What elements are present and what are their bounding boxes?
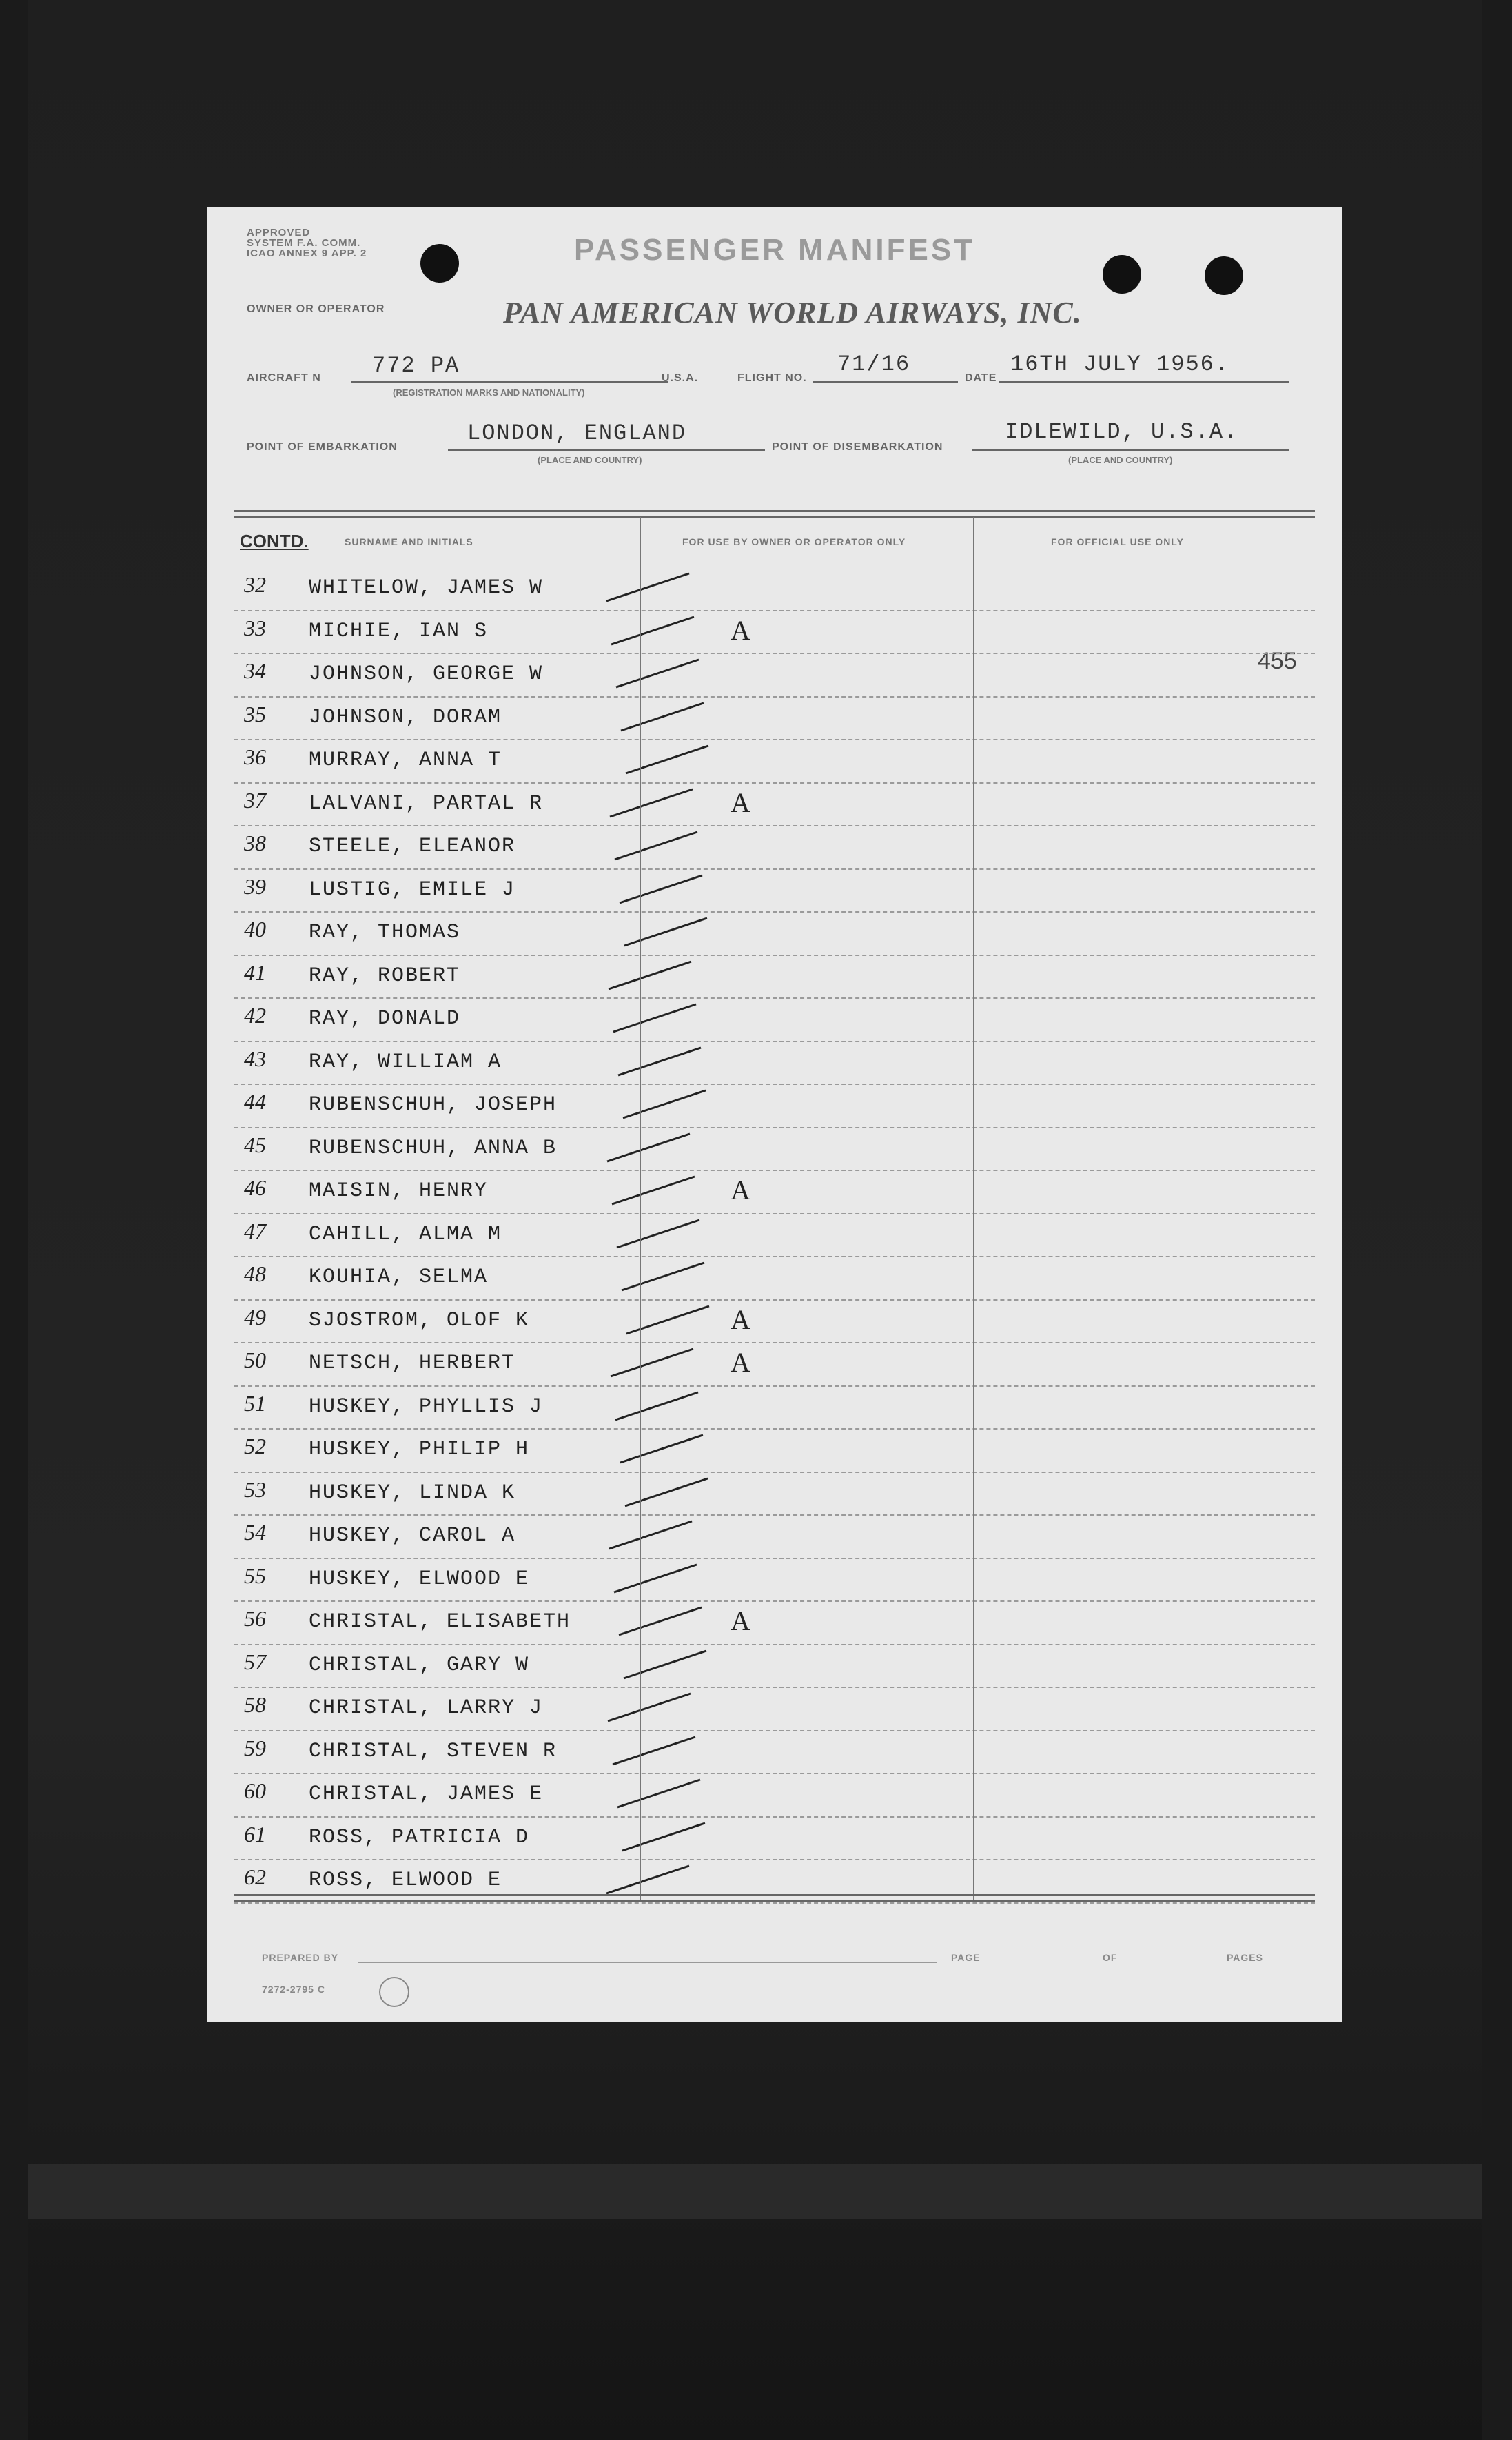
table-row (234, 1472, 1315, 1516)
table-row (234, 567, 1315, 611)
row-number: 49 (244, 1304, 266, 1330)
row-number: 51 (244, 1390, 266, 1416)
check-mark-icon (600, 1299, 737, 1342)
passenger-name: CHRISTAL, ELISABETH (309, 1610, 571, 1634)
handwritten-flag: A (731, 1347, 750, 1378)
table-row (234, 1773, 1315, 1818)
column-divider (973, 517, 974, 1902)
passenger-name: ROSS, PATRICIA D (309, 1825, 530, 1849)
row-number: 44 (244, 1089, 266, 1114)
table-row (234, 1687, 1315, 1731)
flight-label: FLIGHT NO. (737, 372, 807, 384)
row-number: 57 (244, 1649, 266, 1674)
row-number: 42 (244, 1003, 266, 1028)
row-number: 59 (244, 1735, 266, 1760)
row-number: 33 (244, 615, 266, 640)
column-name-header: SURNAME AND INITIALS (345, 536, 473, 547)
passenger-name: CHRISTAL, JAMES E (309, 1782, 544, 1806)
check-mark-icon (600, 739, 737, 782)
row-number: 36 (244, 744, 266, 769)
aircraft-caption: (REGISTRATION MARKS AND NATIONALITY) (393, 387, 585, 398)
check-mark-icon (600, 1213, 737, 1256)
table-row (234, 610, 1315, 655)
table-row (234, 1600, 1315, 1645)
check-mark-icon (600, 1600, 737, 1643)
check-mark-icon (600, 782, 737, 825)
row-number: 37 (244, 787, 266, 813)
row-number: 35 (244, 701, 266, 726)
table-row (234, 1256, 1315, 1301)
check-mark-icon (600, 1472, 737, 1514)
row-number: 48 (244, 1261, 266, 1286)
table-row (234, 739, 1315, 784)
passenger-name: SJOSTROM, OLOF K (309, 1308, 530, 1332)
contd-label: CONTD. (240, 531, 309, 551)
approval-line: ICAO ANNEX 9 APP. 2 (247, 247, 367, 259)
approval-line: APPROVED (247, 227, 311, 238)
table-row (234, 1041, 1315, 1086)
handwritten-flag: A (731, 1303, 750, 1335)
scan-band (28, 2164, 1482, 2219)
row-number: 61 (244, 1821, 266, 1847)
table-row (234, 1644, 1315, 1689)
flight-value: 71/16 (837, 352, 911, 377)
row-number: 53 (244, 1476, 266, 1502)
row-number: 34 (244, 658, 266, 683)
row-number: 47 (244, 1218, 266, 1243)
passenger-name: MICHIE, IAN S (309, 619, 489, 643)
date-underline (999, 381, 1289, 383)
check-mark-icon (600, 911, 737, 954)
row-number: 39 (244, 873, 266, 899)
passenger-name: STEELE, ELEANOR (309, 835, 516, 858)
aircraft-label: AIRCRAFT N (247, 372, 321, 384)
check-mark-icon (600, 696, 737, 739)
column-divider (640, 517, 641, 1902)
handwritten-flag: A (731, 614, 750, 646)
passenger-name: RUBENSCHUH, ANNA B (309, 1136, 558, 1160)
passenger-name: ROSS, ELWOOD E (309, 1869, 502, 1892)
check-mark-icon (600, 1773, 737, 1816)
table-row (234, 1730, 1315, 1775)
passenger-name: LUSTIG, EMILE J (309, 877, 516, 902)
embark-label: POINT OF EMBARKATION (247, 441, 398, 453)
check-mark-icon (600, 868, 737, 911)
passenger-name: RAY, THOMAS (309, 921, 461, 944)
of-label: OF (1103, 1952, 1118, 1963)
passenger-name: JOHNSON, DORAM (309, 705, 502, 729)
row-number: 41 (244, 959, 266, 985)
check-mark-icon (600, 955, 737, 997)
check-mark-icon (600, 1041, 737, 1084)
prepared-label: PREPARED BY (262, 1952, 339, 1963)
check-mark-icon (600, 1816, 737, 1859)
table-row (234, 1816, 1315, 1861)
page-title: PASSENGER MANIFEST (573, 233, 976, 267)
row-number: 46 (244, 1175, 266, 1200)
table-row (234, 1514, 1315, 1559)
table-row (234, 1428, 1315, 1473)
embark-underline (448, 449, 765, 451)
column-owner-header: FOR USE BY OWNER OR OPERATOR ONLY (682, 536, 906, 547)
passenger-name: CHRISTAL, GARY W (309, 1653, 530, 1677)
check-mark-icon (600, 1127, 737, 1170)
passenger-name: HUSKEY, PHYLLIS J (309, 1394, 544, 1419)
row-number: 56 (244, 1606, 266, 1631)
disembark-value: IDLEWILD, U.S.A. (1005, 419, 1239, 445)
usa-label: U.S.A. (662, 372, 699, 384)
row-number: 38 (244, 831, 266, 855)
passenger-name: CHRISTAL, LARRY J (309, 1696, 544, 1720)
column-official-header: FOR OFFICIAL USE ONLY (1051, 536, 1184, 547)
table-row (234, 696, 1315, 741)
table-row (234, 1084, 1315, 1128)
row-number: 32 (244, 572, 266, 597)
table-bottom-rule (234, 1894, 1315, 1896)
table-row (234, 1558, 1315, 1603)
form-code: 7272-2795 C (262, 1984, 325, 1995)
table-row (234, 825, 1315, 870)
handwritten-flag: A (731, 786, 750, 818)
table-row (234, 1127, 1315, 1172)
page-label: PAGE (951, 1952, 981, 1963)
flight-underline (813, 381, 958, 383)
carrier-name: PAN AMERICAN WORLD AIRWAYS, INC. (503, 296, 1082, 329)
passenger-name: HUSKEY, CAROL A (309, 1524, 516, 1547)
disembark-caption: (PLACE AND COUNTRY) (1068, 455, 1173, 465)
table-row (234, 1213, 1315, 1258)
check-mark-icon (600, 1170, 737, 1212)
passenger-name: CHRISTAL, STEVEN R (309, 1739, 558, 1763)
table-row (234, 653, 1315, 698)
date-label: DATE (965, 372, 997, 384)
check-mark-icon (600, 1514, 737, 1557)
passenger-name: LALVANI, PARTAL R (309, 791, 544, 815)
aircraft-underline (351, 381, 668, 383)
row-number: 60 (244, 1778, 266, 1803)
check-mark-icon (600, 1084, 737, 1126)
row-number: 55 (244, 1563, 266, 1588)
embark-value: LONDON, ENGLAND (467, 420, 687, 446)
check-mark-icon (600, 1644, 737, 1687)
row-number: 62 (244, 1864, 266, 1889)
check-mark-icon (600, 1687, 737, 1729)
check-mark-icon (600, 997, 737, 1040)
table-row (234, 955, 1315, 999)
passenger-name: MAISIN, HENRY (309, 1179, 489, 1203)
manifest-sheet (207, 207, 1342, 2022)
passenger-name: RAY, DONALD (309, 1007, 461, 1030)
table-row (234, 868, 1315, 913)
date-value: 16TH JULY 1956. (1010, 352, 1230, 377)
aircraft-value: 772 PA (372, 353, 460, 378)
row-number: 58 (244, 1692, 266, 1717)
disembark-label: POINT OF DISEMBARKATION (772, 441, 943, 453)
table-bottom-rule (234, 1900, 1315, 1902)
check-mark-icon (600, 610, 737, 653)
passenger-name: RAY, ROBERT (309, 964, 461, 988)
table-row (234, 1385, 1315, 1430)
embark-caption: (PLACE AND COUNTRY) (538, 455, 642, 465)
row-number: 43 (244, 1046, 266, 1071)
row-number: 45 (244, 1132, 266, 1157)
passenger-name: RUBENSCHUH, JOSEPH (309, 1093, 558, 1117)
table-top-rule (234, 516, 1315, 518)
approval-line: SYSTEM F.A. COMM. (247, 237, 361, 249)
prepared-underline (358, 1962, 937, 1963)
official-note: 455 (1258, 648, 1297, 674)
handwritten-flag: A (731, 1175, 750, 1206)
check-mark-icon (600, 567, 737, 609)
table-row (234, 1342, 1315, 1387)
check-mark-icon (600, 1428, 737, 1471)
table-row (234, 1299, 1315, 1344)
handwritten-flag: A (731, 1605, 750, 1636)
table-row (234, 782, 1315, 827)
passenger-name: HUSKEY, LINDA K (309, 1481, 516, 1505)
owner-label: OWNER OR OPERATOR (247, 303, 385, 315)
check-mark-icon (600, 653, 737, 695)
passenger-name: RAY, WILLIAM A (309, 1050, 502, 1074)
union-bug-icon (379, 1977, 409, 2007)
passenger-name: MURRAY, ANNA T (309, 749, 502, 772)
passenger-name: CAHILL, ALMA M (309, 1222, 502, 1246)
row-number: 54 (244, 1520, 266, 1545)
check-mark-icon (600, 1342, 737, 1385)
table-row (234, 1170, 1315, 1214)
row-number: 50 (244, 1348, 266, 1372)
check-mark-icon (600, 1256, 737, 1299)
check-mark-icon (600, 1385, 737, 1428)
passenger-name: HUSKEY, PHILIP H (309, 1438, 530, 1461)
row-number: 52 (244, 1434, 266, 1458)
passenger-name: NETSCH, HERBERT (309, 1352, 516, 1375)
passenger-name: HUSKEY, ELWOOD E (309, 1567, 530, 1591)
pages-label: PAGES (1227, 1952, 1263, 1963)
passenger-name: WHITELOW, JAMES W (309, 576, 544, 600)
row-number: 40 (244, 917, 266, 942)
check-mark-icon (600, 825, 737, 868)
passenger-name: JOHNSON, GEORGE W (309, 662, 544, 686)
check-mark-icon (600, 1730, 737, 1773)
table-row (234, 911, 1315, 956)
check-mark-icon (600, 1558, 737, 1600)
table-row (234, 1859, 1315, 1904)
table-top-rule (234, 510, 1315, 512)
table-row (234, 997, 1315, 1042)
passenger-name: KOUHIA, SELMA (309, 1265, 489, 1289)
disembark-underline (972, 449, 1289, 451)
